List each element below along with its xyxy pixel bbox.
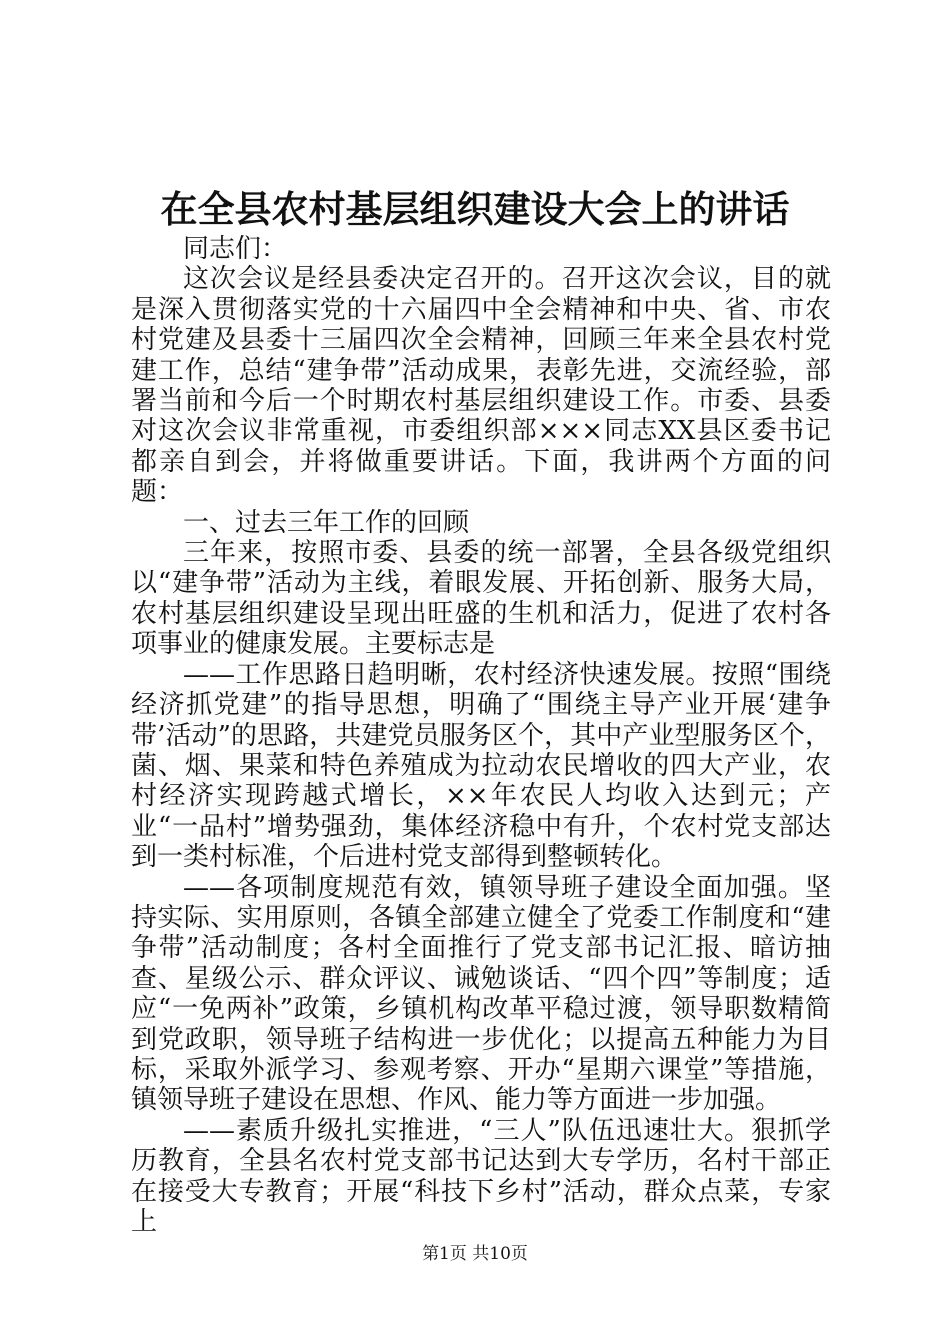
document-body (131, 234, 831, 1237)
institution-paragraph: ——各项制度规范有效，镇领导班子建设全面加强。坚持实际、实用原则，各镇全部建立健全了党委工作制度和“建争带”活动制度；各村全面推行了党支部书记汇报、暗访抽查、星级公示、群众评议、诫勉谈话、“四个四”等制度；适应“一免两补”政策，乡镇机构改革平稳过渡，领导职数精简到党政职，领导班子结构进一步优化；以提高五种能力为目标，采取外派学习、参观考察、开办“星期六课堂”等措施，镇领导班子建设在思想、作风、能力等方面进一步加强。 (131, 872, 831, 1116)
salutation-paragraph: 同志们： (183, 234, 288, 264)
intro-paragraph: 这次会议是经县委决定召开的。召开这次会议，目的就是深入贯彻落实党的十六届四中全会精神和中央、省、市农村党建及县委十三届四次全会精神，回顾三年来全县农村党建工作，总结“建争带”活动成果，表彰先进，交流经验，部署当前和今后一个时期农村基层组织建设工作。市委、县委对这次会议非常重视，市委组织部×××同志XX县区委书记都亲自到会，并将做重要讲话。下面，我讲两个方面的问题： (131, 264, 831, 508)
page-number-footer: 第1页 共10页 (422, 1244, 528, 1264)
section-heading: 一、过去三年工作的回顾 (183, 507, 470, 538)
economy-paragraph: ——工作思路日趋明晰，农村经济快速发展。按照“围绕经济抓党建”的指导思想，明确了“围绕主导产业开展‘建争带’活动”的思路，共建党员服务区个，其中产业型服务区个，菌、烟、果菜和特色养殖成为拉动农民增收的四大产业，农村经济实现跨越式增长，××年农民人均收入达到元；产业“一品村”增势强劲，集体经济稳中有升，个农村党支部达到一类村标准，个后进村党支部得到整顿转化。 (131, 659, 831, 873)
quality-paragraph: ——素质升级扎实推进，“三人”队伍迅速壮大。狠抓学历教育，全县名农村党支部书记达到大专学历，名村干部正在接受大专教育；开展“科技下乡村”活动，群众点菜，专家上 (131, 1115, 831, 1237)
review-paragraph: 三年来，按照市委、县委的统一部署，全县各级党组织以“建争带”活动为主线，着眼发展、开拓创新、服务大局，农村基层组织建设呈现出旺盛的生机和活力，促进了农村各项事业的健康发展。主要标志是 (131, 538, 831, 660)
document-title: 在全县农村基层组织建设大会上的讲话 (160, 187, 790, 231)
